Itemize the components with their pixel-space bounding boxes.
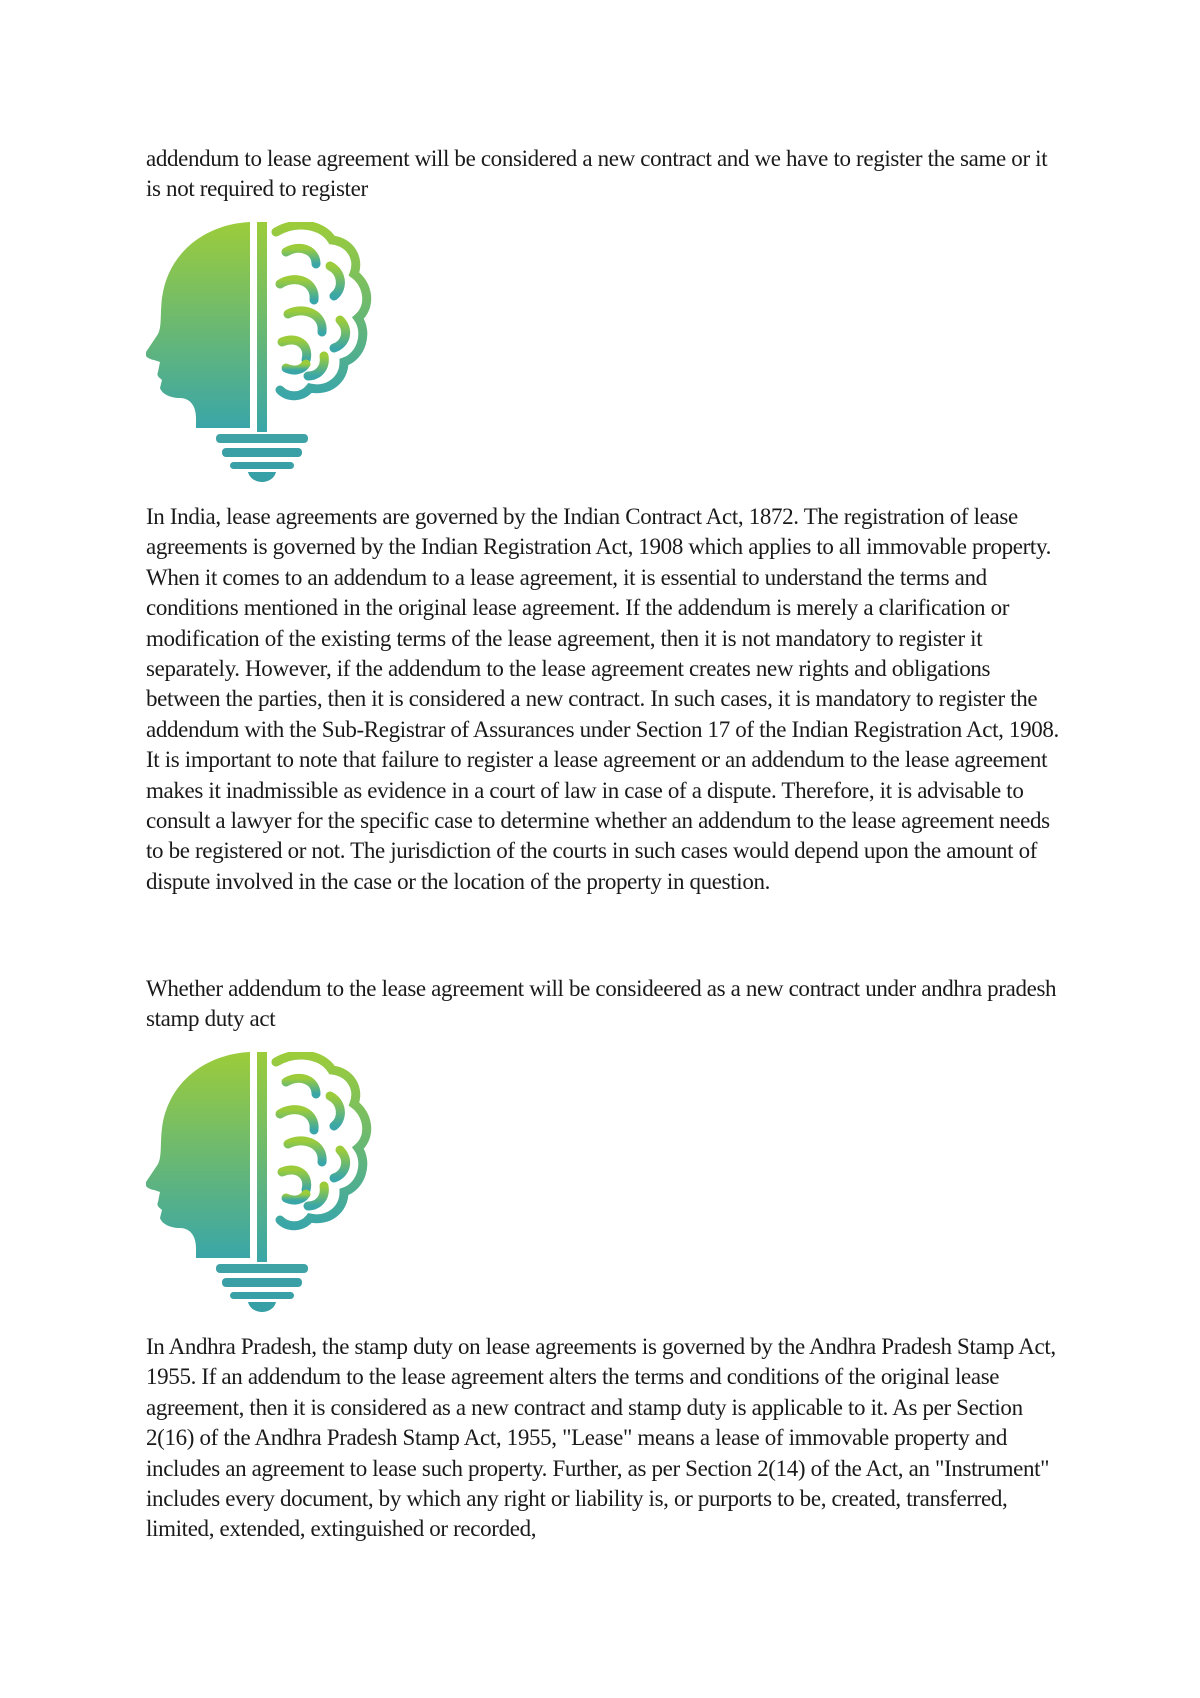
question-1-text: addendum to lease agreement will be considered a new contract and we have to register the same or it is not required to register	[146, 146, 1048, 202]
head-brain-lightbulb-icon	[146, 222, 372, 482]
question-2-text: Whether addendum to the lease agreement will be consideered as a new contract under andhra pradesh stamp duty act	[146, 976, 1057, 1032]
head-brain-lightbulb-icon	[146, 1052, 372, 1312]
answer-1-paragraph: In India, lease agreements are governed by the Indian Contract Act, 1872. The registration of lease agreements is governed by the Indian Registration Act, 1908 which applies to all immovable property. When it comes to an addendum to a lease agreement, it is essential to understand the terms and conditions mentioned in the original lease agreement. If the addendum is merely a clarification or modification of the existing terms of the lease agreement, then it is not mandatory to register it separately. However, if the addendum to the lease agreement creates new rights and obligations between the parties, then it is considered a new contract. In such cases, it is mandatory to register the addendum with the Sub-Registrar of Assurances under Section 17 of the Indian Registration Act, 1908. It is important to note that failure to register a lease agreement or an addendum to the lease agreement makes it inadmissible as evidence in a court of law in case of a dispute. Therefore, it is advisable to consult a lawyer for the specific case to determine whether an addendum to the lease agreement needs to be registered or not. The jurisdiction of the courts in such cases would depend upon the amount of dispute involved in the case or the location of the property in question.	[146, 504, 1059, 894]
answer-2-paragraph: In Andhra Pradesh, the stamp duty on lease agreements is governed by the Andhra Pradesh Stamp Act, 1955. If an addendum to the lease agreement alters the terms and conditions of the original lease agreement, then it is considered as a new contract and stamp duty is applicable to it. As per Section 2(16) of the Andhra Pradesh Stamp Act, 1955, "Lease" means a lease of immovable property and includes an agreement to lease such property. Further, as per Section 2(14) of the Act, an "Instrument" includes every document, by which any right or liability is, or purports to be, created, transferred, limited, extended, extinguished or recorded,	[146, 1334, 1056, 1542]
